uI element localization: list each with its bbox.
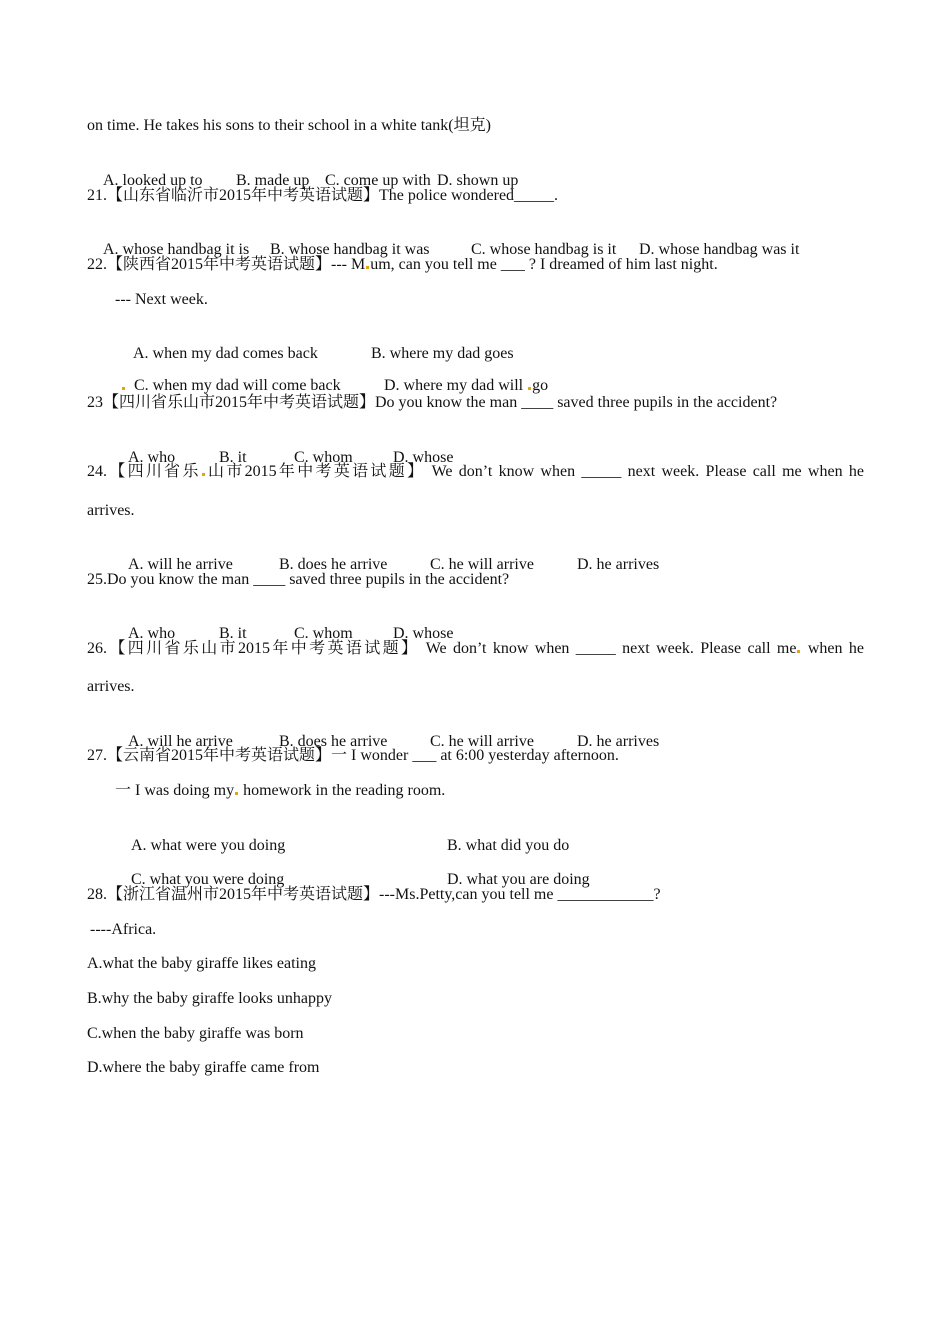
option-d: D. what you are doing (447, 871, 590, 888)
option-c: C. when my dad will come back (134, 377, 341, 394)
question-27-reply (115, 781, 445, 801)
option-d: D.where the baby giraffe came from (87, 1059, 320, 1076)
option-c: C. whose handbag is it (471, 241, 617, 258)
question-22 (87, 255, 718, 275)
option-d: D. whose (393, 449, 454, 466)
marker-dot (202, 473, 205, 476)
option-a: A. who (128, 449, 176, 466)
question-28: 28.【浙江省温州市2015年中考英语试题】---Ms.Petty,can you tell me ____________? (87, 886, 661, 903)
option-b: B. made up (236, 172, 310, 189)
option-c: C. he will arrive (430, 556, 534, 573)
option-b: B. it (219, 449, 247, 466)
question-24-text-start: 24.【四川省乐 (87, 463, 201, 480)
option-a: A. whose handbag it is (103, 241, 250, 258)
option-b: B. where my dad goes (371, 345, 514, 362)
question-26-text-end: when he (801, 640, 864, 657)
marker-dot (366, 266, 369, 269)
question-22-text-start: 22.【陕西省2015年中考英语试题】--- M (87, 256, 366, 273)
question-27: 27.【云南省2015年中考英语试题】一 I wonder ___ at 6:00 yesterday afternoon. (87, 747, 619, 764)
question-27-reply-start: 一 I was doing my (115, 782, 235, 799)
question-23: 23【四川省乐山市2015年中考英语试题】Do you know the man ____ saved three pupils in the accident? (87, 394, 778, 411)
option-b: B. what did you do (447, 837, 570, 854)
question-24 (87, 462, 864, 482)
question-24-continuation: arrives. (87, 502, 135, 519)
option-a: A. who (128, 625, 176, 642)
option-c: C. whom (294, 625, 353, 642)
text-line: on time. He takes his sons to their school in a white tank(坦克) (87, 117, 491, 134)
option-d: D. he arrives (577, 733, 660, 750)
option-d: D. whose (393, 625, 454, 642)
option-a: A. when my dad comes back (133, 345, 318, 362)
option-c: C. come up with (325, 172, 431, 189)
option-d-start: D. where my dad will (384, 377, 528, 394)
option-b: B. whose handbag it was (270, 241, 430, 258)
option-d-end: go (532, 377, 549, 394)
question-22-reply: --- Next week. (115, 291, 208, 308)
question-27-reply-end: homework in the reading room. (239, 782, 446, 799)
question-25: 25.Do you know the man ____ saved three pupils in the accident? (87, 571, 510, 588)
question-24-text-end: 山市2015年中考英语试题】 We don’t know when _____ next week. Please call me when he (205, 463, 864, 480)
option-a: A. will he arrive (128, 556, 233, 573)
question-26 (87, 639, 864, 659)
option-a: A. will he arrive (128, 733, 233, 750)
option-c: C. whom (294, 449, 353, 466)
question-28-reply: ----Africa. (90, 921, 157, 938)
marker-dot (528, 387, 531, 390)
question-21: 21.【山东省临沂市2015年中考英语试题】The police wondered_____. (87, 187, 559, 204)
option-a: A.what the baby giraffe likes eating (87, 955, 316, 972)
option-d: D. he arrives (577, 556, 660, 573)
option-b: B. does he arrive (279, 733, 388, 750)
question-26-text-start: 26.【四川省乐山市2015年中考英语试题】 We don’t know when _____ next week. Please call me (87, 640, 797, 657)
option-c: C. what you were doing (131, 871, 285, 888)
option-c: C.when the baby giraffe was born (87, 1025, 304, 1042)
marker-dot (235, 792, 238, 795)
marker-dot (122, 387, 125, 390)
question-26-continuation: arrives. (87, 678, 135, 695)
option-c: C. he will arrive (430, 733, 534, 750)
option-b: B.why the baby giraffe looks unhappy (87, 990, 332, 1007)
option-d: D. shown up (437, 172, 519, 189)
option-b: B. it (219, 625, 247, 642)
option-d: D. whose handbag was it (639, 241, 800, 258)
question-22-text-end: um, can you tell me ___ ? I dreamed of him last night. (370, 256, 718, 273)
option-b: B. does he arrive (279, 556, 388, 573)
option-a: A. what were you doing (131, 837, 286, 854)
option-a: A. looked up to (103, 172, 203, 189)
